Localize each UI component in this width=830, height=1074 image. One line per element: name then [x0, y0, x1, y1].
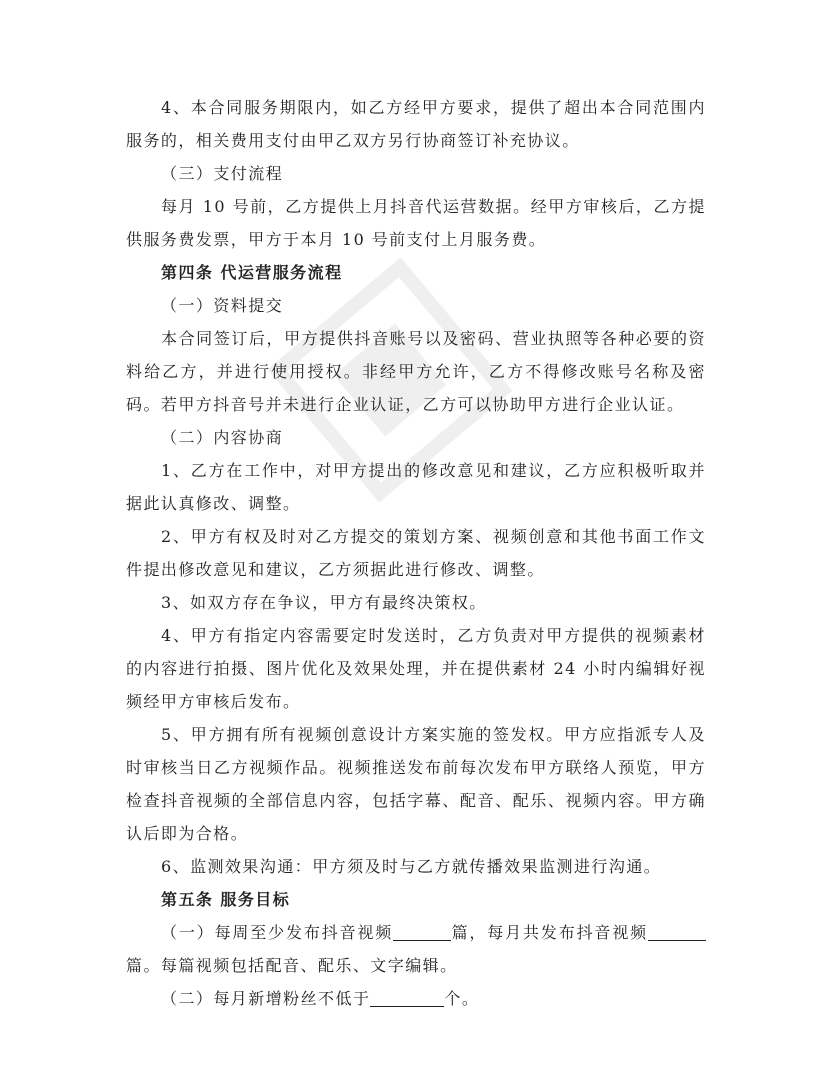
subheading-payment-process: （三）支付流程: [161, 164, 284, 183]
monthly-fans-blank[interactable]: [370, 988, 444, 1007]
monthly-videos-blank[interactable]: [648, 922, 706, 941]
subheading-content-negotiation: （二）内容协商: [161, 428, 284, 447]
target-videos-text-3: 篇。每篇视频包括配音、配乐、文字编辑。: [126, 956, 458, 975]
subheading-materials: （一）资料提交: [161, 296, 284, 315]
paragraph-service-extra-fees: 4、本合同服务期限内，如乙方经甲方要求，提供了超出本合同范围内服务的，相关费用支付由甲乙双方另行协商签订补充协议。: [126, 98, 706, 150]
weekly-videos-blank[interactable]: [393, 922, 451, 941]
paragraph-target-fans: [126, 982, 706, 1015]
heading-article-5: 第五条 服务目标: [161, 890, 291, 909]
paragraph-item-6: 6、监测效果沟通：甲方须及时与乙方就传播效果监测进行沟通。: [161, 857, 662, 876]
target-videos-text-1: （一）每周至少发布抖音视频: [161, 923, 394, 942]
target-videos-text-2: 篇，每月共发布抖音视频: [451, 923, 648, 942]
heading-article-4: 第四条 代运营服务流程: [161, 263, 343, 282]
paragraph-item-5: 5、甲方拥有所有视频创意设计方案实施的签发权。甲方应指派专人及时审核当日乙方视频作品。视频推送发布前每次发布甲方联络人预览，甲方检查抖音视频的全部信息内容，包括字幕、配音、配乐、视频内容。甲方确认后即为合格。: [126, 725, 706, 843]
paragraph-item-1: 1、乙方在工作中，对甲方提出的修改意见和建议，乙方应积极听取并据此认真修改、调整。: [126, 461, 706, 513]
paragraph-item-3: 3、如双方存在争议，甲方有最终决策权。: [161, 593, 487, 612]
paragraph-payment: 每月 10 号前，乙方提供上月抖音代运营数据。经甲方审核后，乙方提供服务费发票，甲方于本月 10 号前支付上月服务费。: [126, 197, 706, 249]
target-fans-text-1: （二）每月新增粉丝不低于: [161, 989, 371, 1008]
paragraph-target-videos: [126, 916, 706, 982]
paragraph-item-2: 2、甲方有权及时对乙方提交的策划方案、视频创意和其他书面工作文件提出修改意见和建议，乙方须据此进行修改、调整。: [126, 527, 706, 579]
target-fans-text-2: 个。: [444, 989, 480, 1008]
document-body: [126, 91, 706, 1015]
paragraph-materials: 本合同签订后，甲方提供抖音账号以及密码、营业执照等各种必要的资料给乙方，并进行使用授权。非经甲方允许，乙方不得修改账号名称及密码。若甲方抖音号并未进行企业认证，乙方可以协助甲方进行企业认证。: [126, 329, 706, 414]
paragraph-item-4: 4、甲方有指定内容需要定时发送时，乙方负责对甲方提供的视频素材的内容进行拍摄、图片优化及效果处理，并在提供素材 24 小时内编辑好视频经甲方审核后发布。: [126, 626, 706, 711]
